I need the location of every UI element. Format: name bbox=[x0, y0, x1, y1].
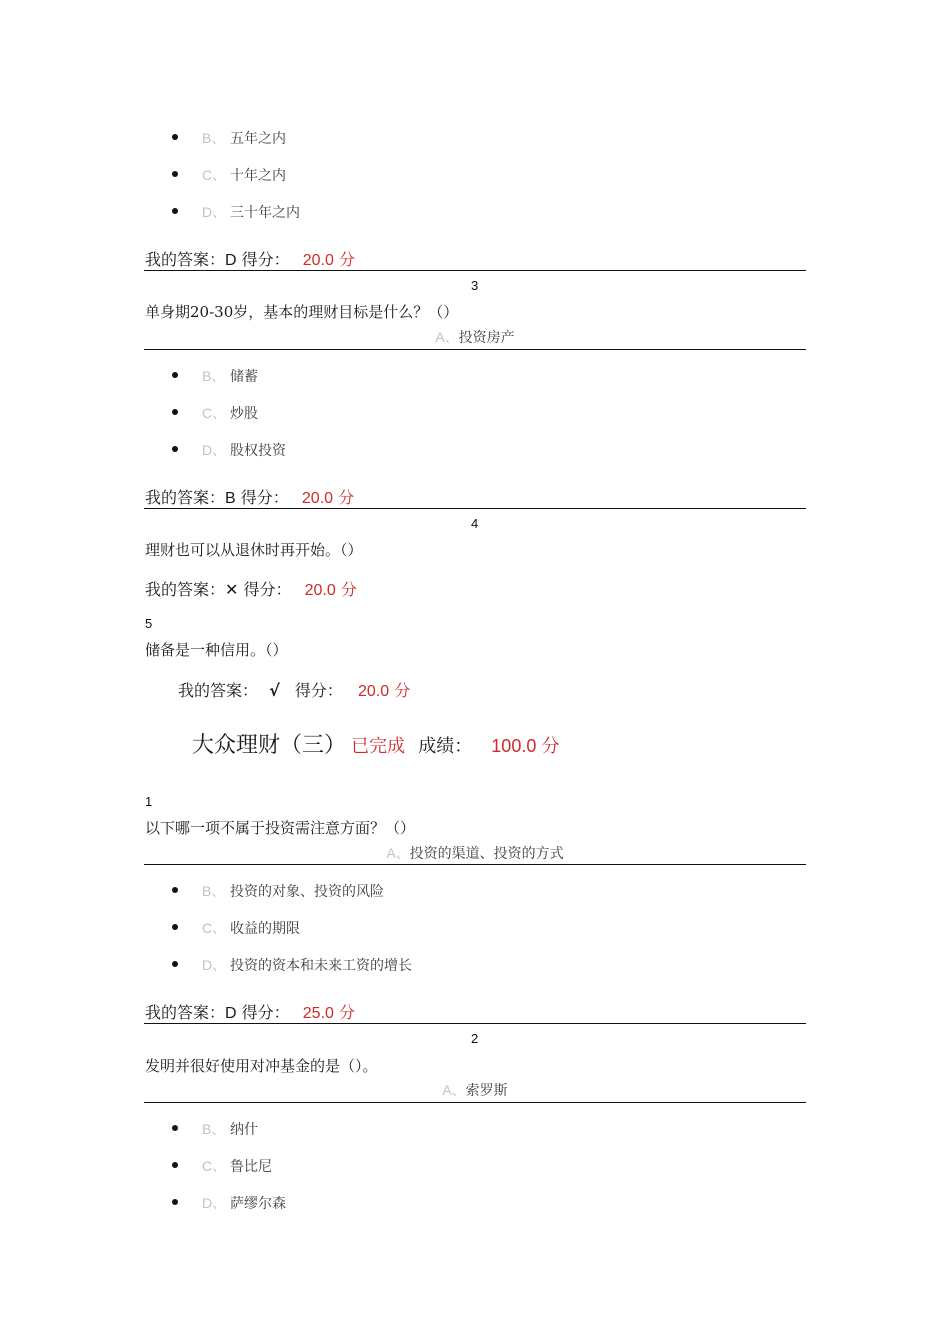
option-letter: C、 bbox=[202, 405, 227, 421]
answer-label: 我的答案： bbox=[145, 250, 226, 269]
option-letter: C、 bbox=[202, 920, 227, 936]
grade-unit: 分 bbox=[541, 736, 560, 757]
score-label: 得分： bbox=[243, 580, 292, 599]
score-value: 20.0 bbox=[357, 683, 390, 700]
score-unit: 分 bbox=[339, 1003, 356, 1022]
option-letter: A、 bbox=[386, 845, 410, 861]
option-letter: B、 bbox=[202, 883, 226, 899]
answer-line bbox=[145, 485, 354, 508]
check-icon: √ bbox=[269, 681, 280, 700]
score-unit: 分 bbox=[394, 681, 411, 700]
bullet bbox=[172, 1125, 178, 1131]
option-text: 三十年之内 bbox=[230, 205, 300, 221]
bullet bbox=[172, 409, 178, 415]
option-text: 炒股 bbox=[230, 406, 258, 422]
option-text: 投资的渠道、投资的方式 bbox=[409, 846, 564, 862]
option-letter: D、 bbox=[202, 204, 227, 220]
option-letter: A、 bbox=[442, 1082, 466, 1098]
option-letter: A、 bbox=[435, 329, 459, 345]
option-text: 投资的对象、投资的风险 bbox=[230, 884, 384, 900]
bullet bbox=[172, 372, 178, 378]
option-text: 索罗斯 bbox=[465, 1083, 508, 1099]
answer-line bbox=[145, 577, 357, 600]
bullet bbox=[172, 924, 178, 930]
answer-label: 我的答案： bbox=[145, 580, 226, 599]
question-number: 4 bbox=[471, 516, 479, 531]
answer-value: B bbox=[225, 490, 236, 507]
score-label: 得分： bbox=[240, 488, 289, 507]
grade-label: 成绩： bbox=[418, 736, 473, 757]
divider bbox=[144, 1102, 806, 1103]
option-text: 纳什 bbox=[230, 1122, 258, 1138]
option-text: 十年之内 bbox=[230, 168, 286, 184]
score-label: 得分： bbox=[241, 1003, 290, 1022]
option-letter: D、 bbox=[202, 957, 227, 973]
score-unit: 分 bbox=[339, 250, 356, 269]
option-a[interactable] bbox=[144, 327, 806, 347]
divider bbox=[144, 349, 806, 350]
score-unit: 分 bbox=[338, 488, 355, 507]
option-text: 股权投资 bbox=[230, 443, 286, 459]
question-number: 5 bbox=[145, 616, 153, 631]
question-text: 单身期20-30岁，基本的理财目标是什么？（） bbox=[145, 303, 459, 321]
section-title: 大众理财（三） bbox=[192, 733, 347, 758]
score-unit: 分 bbox=[340, 580, 357, 599]
bullet bbox=[172, 446, 178, 452]
answer-value: D bbox=[225, 1005, 237, 1022]
divider bbox=[144, 1023, 806, 1024]
option-text: 收益的期限 bbox=[230, 921, 300, 937]
option-a[interactable] bbox=[144, 843, 806, 863]
option-letter: B、 bbox=[202, 1121, 226, 1137]
score-label: 得分： bbox=[241, 250, 290, 269]
option-a[interactable] bbox=[144, 1080, 806, 1100]
question-number: 2 bbox=[471, 1031, 479, 1046]
question-text: 储备是一种信用。（） bbox=[145, 641, 288, 659]
option-letter: B、 bbox=[202, 368, 226, 384]
answer-line bbox=[145, 1000, 355, 1023]
option-letter: B、 bbox=[202, 130, 226, 146]
option-text: 投资房产 bbox=[458, 330, 515, 346]
answer-label: 我的答案： bbox=[145, 488, 226, 507]
bullet bbox=[172, 961, 178, 967]
section-heading bbox=[192, 728, 559, 759]
option-letter: D、 bbox=[202, 1195, 227, 1211]
answer-line bbox=[145, 247, 355, 270]
bullet bbox=[172, 171, 178, 177]
answer-line bbox=[178, 678, 410, 701]
option-text: 储蓄 bbox=[230, 369, 258, 385]
bullet bbox=[172, 208, 178, 214]
bullet bbox=[172, 1199, 178, 1205]
option-letter: C、 bbox=[202, 1158, 227, 1174]
divider bbox=[144, 508, 806, 509]
question-number: 1 bbox=[145, 794, 153, 809]
option-letter: C、 bbox=[202, 167, 227, 183]
question-number: 3 bbox=[471, 278, 479, 293]
answer-label: 我的答案： bbox=[145, 1003, 226, 1022]
option-text: 鲁比尼 bbox=[230, 1159, 272, 1175]
divider bbox=[144, 270, 806, 271]
divider bbox=[144, 864, 806, 865]
answer-label: 我的答案： bbox=[178, 681, 259, 700]
question-text: 以下哪一项不属于投资需注意方面？（） bbox=[145, 819, 416, 837]
question-text: 发明并很好使用对冲基金的是（）。 bbox=[145, 1057, 378, 1075]
option-text: 五年之内 bbox=[230, 131, 286, 147]
bullet bbox=[172, 134, 178, 140]
score-label: 得分： bbox=[294, 681, 343, 700]
section-status: 已完成 bbox=[351, 736, 406, 757]
grade-value: 100.0 bbox=[491, 736, 537, 756]
option-letter: D、 bbox=[202, 442, 227, 458]
answer-value: D bbox=[225, 252, 237, 269]
cross-icon: ✕ bbox=[225, 580, 239, 599]
bullet bbox=[172, 887, 178, 893]
score-value: 20.0 bbox=[304, 582, 336, 599]
option-text: 投资的资本和未来工资的增长 bbox=[230, 958, 412, 974]
bullet bbox=[172, 1162, 178, 1168]
score-value: 20.0 bbox=[301, 490, 334, 507]
question-text: 理财也可以从退休时再开始。（） bbox=[145, 541, 363, 559]
score-value: 20.0 bbox=[302, 252, 334, 269]
score-value: 25.0 bbox=[302, 1005, 334, 1022]
option-text: 萨缪尔森 bbox=[230, 1196, 286, 1212]
